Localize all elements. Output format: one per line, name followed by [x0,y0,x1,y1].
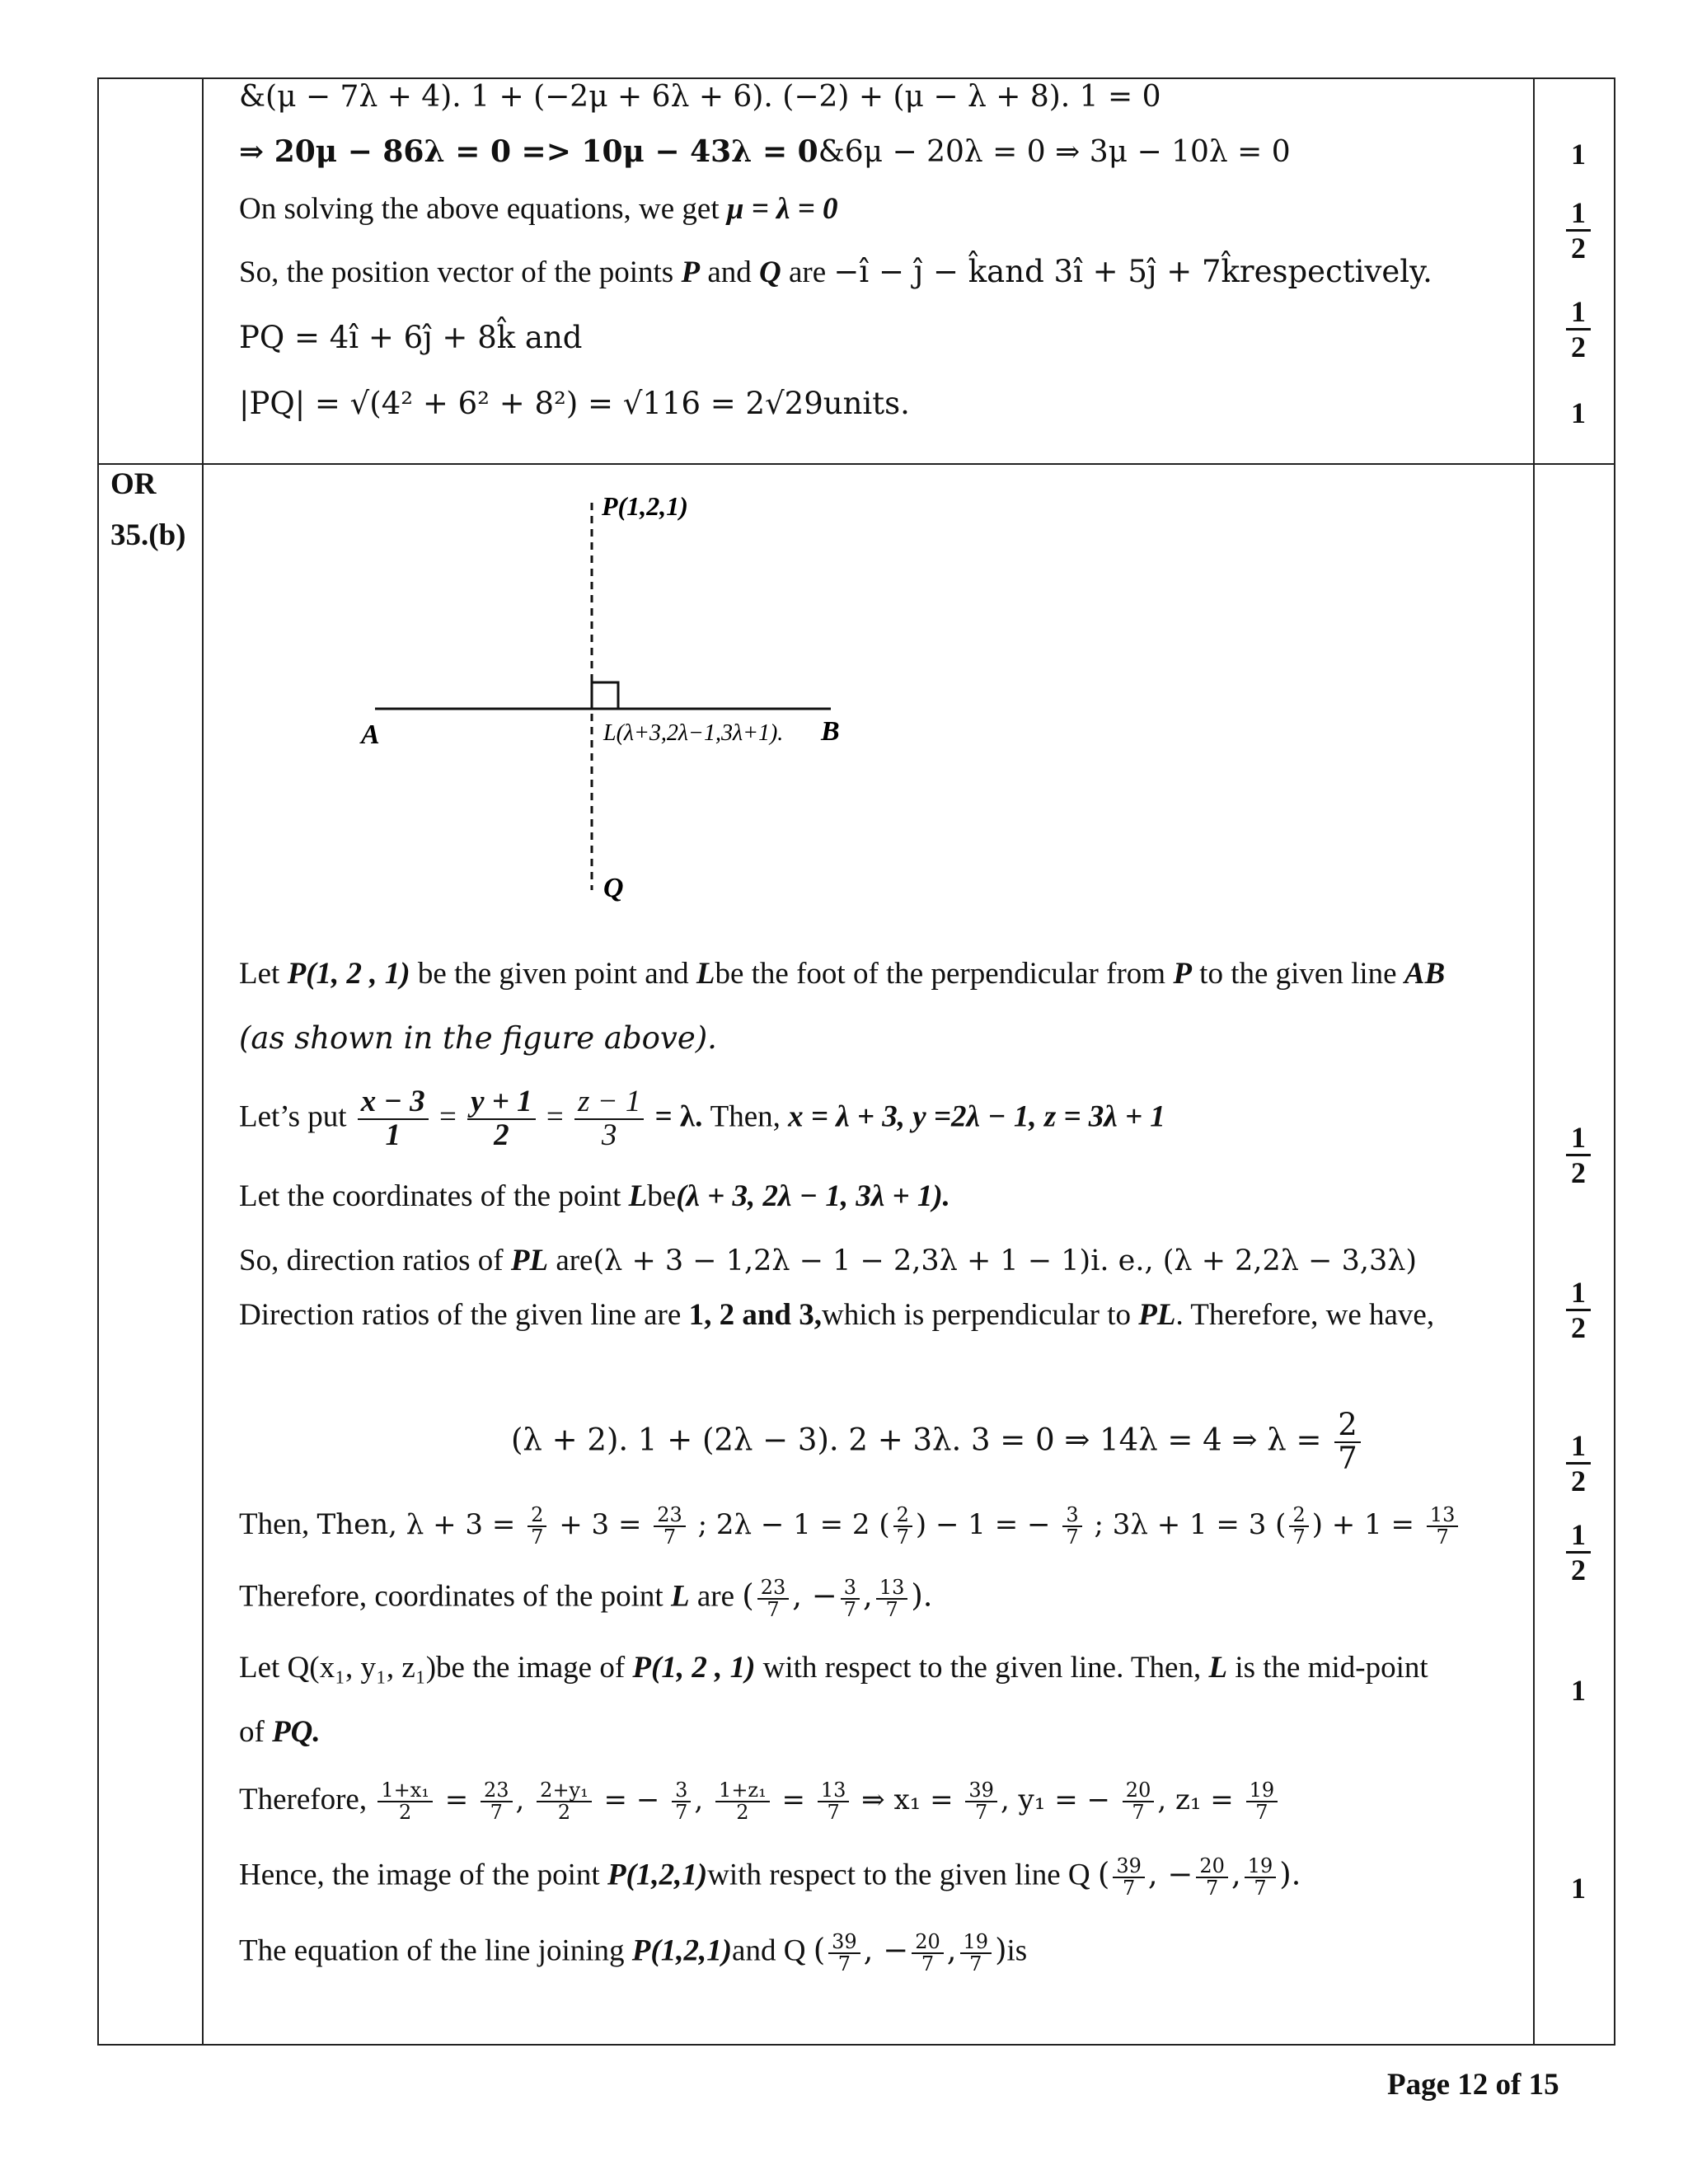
body-line-2: (as shown in the figure above). [239,1020,717,1056]
body-last-line: The equation of the line joining P(1,2,1)and Q ( $\frac{39}{7}$ , − $\frac{20}{7}$ , $\frac{19}{7}$ )is [239,1930,1028,1976]
right-angle-marker [592,682,618,709]
table-col-divider-left [202,77,204,2046]
body-hence-line: Hence, the image of the point P(1,2,1)with respect to the given line Q ( $\frac{39}{7}$ , − $\frac{20}{7}$ , $\frac{19}{7}$ ). [239,1854,1301,1900]
table-frame [97,77,1615,2046]
mark-half-4: $\frac{1}{2}$ [1550,1276,1607,1344]
table-col-divider-right [1533,77,1535,2046]
body-line-3: Let’s put $\frac{x - 3}{1}$ = $\frac{y + 1}{2}$ = $\frac{z - 1}{3}$ = λ. Then, x = λ + 3, y =2λ − 1, z = 3λ + 1 [239,1085,1165,1152]
equation-lambda: (λ + 2). 1 + (2λ − 3). 2 + 3λ. 3 = 0 ⇒ 14λ = 4 ⇒ λ = $\frac{2}{7}$ [511,1409,1364,1475]
body-line-4: Let the coordinates of the point Lbe(λ + 3, 2λ − 1, 3λ + 1). [239,1179,950,1213]
top-line-6: |PQ| = √(4² + 6² + 8²) = √116 = 2√29units. [239,386,910,421]
mark-half-3: $\frac{1}{2}$ [1550,1121,1607,1189]
label-point-a: A [361,719,380,750]
body-line-6: Direction ratios of the given line are 1, 2 and 3,which is perpendicular to PL. Therefore, we have, [239,1298,1435,1332]
top-line-4: So, the position vector of the points P and Q are −î − ĵ − k̂and 3î + 5ĵ + 7k̂respectively. [239,254,1432,289]
page-number: Page 12 of 15 [1387,2068,1559,2102]
body-line-5: So, direction ratios of PL are(λ + 3 − 1,2λ − 1 − 2,3λ + 1 − 1)i. e., (λ + 2,2λ − 3,3λ) [239,1244,1418,1277]
top-line-3: On solving the above equations, we get μ = λ = 0 [239,192,838,226]
top-line-5: PQ = 4î + 6ĵ + 8k̂ and [239,320,583,355]
table-row-divider [97,463,1615,465]
label-point-p: P(1,2,1) [602,491,688,521]
label-point-l: L(λ+3,2λ−1,3λ+1). [603,720,784,746]
question-label: 35.(b) [110,518,186,552]
body-image-line-2: of PQ. [239,1715,321,1749]
body-then-line: Then, Then, λ + 3 = $\frac{2}{7}$ + 3 = $\frac{23}{7}$ ; 2λ − 1 = 2 ( $\frac{2}{7}$ ) − 1 = − $\frac{3}{7}$ ; 3λ + 1 = 3 ( $\frac{2}{7}$ ) + 1 = $\frac{13}{7}$ [239,1505,1461,1548]
body-therefore-line: Therefore, $\frac{\text{1+x₁}}{2}$ = $\frac{23}{7}$ , $\frac{\text{2+y₁}}{2}$ = − $\frac{3}{7}$ , $\frac{\text{1+z₁}}{2}$ = $\frac{13}{7}$ ⇒ x₁ = $\frac{39}{7}$ , y₁ = − $\frac{20}{7}$ , z₁ = $\frac{19}{7}$ [239,1780,1281,1823]
mark-2: 1 [1571,396,1586,429]
body-coordinates-line: Therefore, coordinates of the point L are ( $\frac{23}{7}$ , − $\frac{3}{7}$ , $\frac{13}{7}$ ). [239,1576,933,1622]
body-image-line: Let Q(x₁, y₁, z₁)be the image of P(1, 2 , 1) with respect to the given line. Then, L is the mid-point [239,1651,1428,1685]
or-label: OR [110,467,157,501]
body-line-1: Let P(1, 2 , 1) be the given point and Lbe the foot of the perpendicular from P to the given line AB [239,957,1446,991]
label-point-q: Q [603,873,624,903]
mark-4: 1 [1571,1872,1586,1905]
mark-half-1: $\frac{1}{2}$ [1550,196,1607,265]
perpendicular-diagram [330,478,907,907]
top-line-1: &(μ − 7λ + 4). 1 + (−2μ + 6λ + 6). (−2) + (μ − λ + 8). 1 = 0 [239,80,1161,114]
mark-1: 1 [1571,138,1586,171]
top-line-2: ⇒ 20μ − 86λ = 0 => 10μ − 43λ = 0&6μ − 20λ = 0 ⇒ 3μ − 10λ = 0 [239,134,1291,169]
mark-half-5: $\frac{1}{2}$ [1550,1429,1607,1497]
mark-half-2: $\frac{1}{2}$ [1550,295,1607,363]
label-point-b: B [821,716,840,747]
mark-3: 1 [1571,1674,1586,1707]
mark-half-6: $\frac{1}{2}$ [1550,1518,1607,1586]
